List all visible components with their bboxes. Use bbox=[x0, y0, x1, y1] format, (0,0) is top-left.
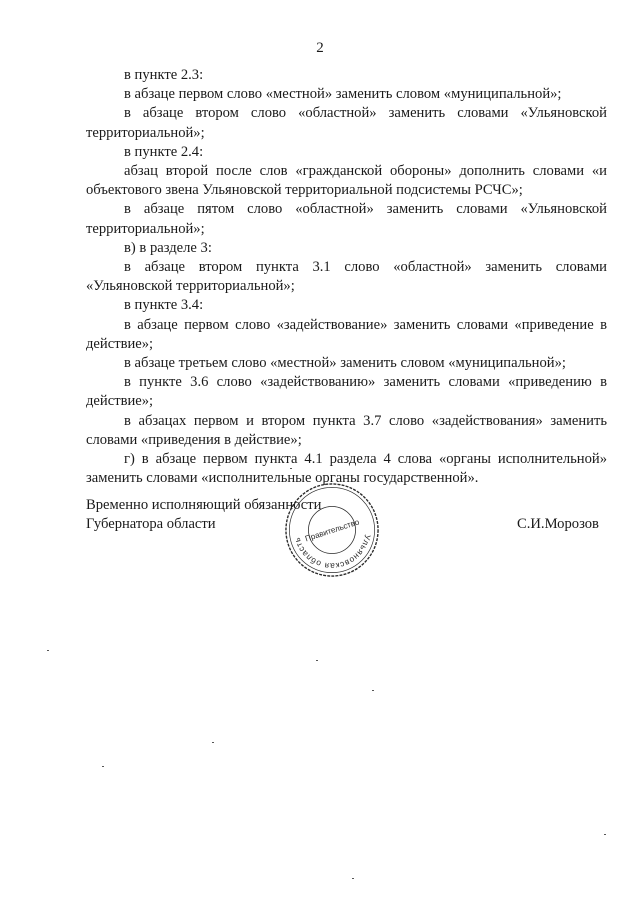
paragraph: в абзаце пятом слово «областной» заменить словами «Ульяновской территориальной»; bbox=[86, 201, 607, 237]
page-number: 2 bbox=[316, 40, 324, 56]
scan-speck bbox=[604, 834, 606, 835]
official-seal bbox=[283, 481, 381, 579]
signatory-name: С.И.Морозов bbox=[517, 516, 599, 532]
paragraph: в абзаце втором пункта 3.1 слово «областной» заменить словами «Ульяновской территориальной»; bbox=[86, 259, 607, 295]
scan-speck bbox=[47, 650, 49, 651]
paragraph: в) в разделе 3: bbox=[124, 239, 212, 256]
signatory-title-line2: Губернатора области bbox=[86, 516, 216, 533]
scan-speck bbox=[102, 766, 104, 767]
seal-center-text: Правительство bbox=[303, 517, 361, 544]
seal-outer-text: Ульяновская область bbox=[291, 533, 373, 572]
scan-speck bbox=[352, 878, 354, 879]
signatory-title-line1: Временно исполняющий обязанности bbox=[86, 497, 322, 513]
paragraph: в пункте 2.4: bbox=[124, 143, 204, 160]
paragraph: в пункте 3.6 слово «задействованию» заменить словами «приведению в действие»; bbox=[86, 374, 607, 410]
paragraph: в абзаце первом слово «местной» заменить словом «муниципальной»; bbox=[124, 86, 562, 103]
paragraph: в абзацах первом и втором пункта 3.7 слово «задействования» заменить словами «приведения в действие»; bbox=[86, 412, 607, 448]
paragraph: абзац второй после слов «гражданской обороны» дополнить словами «и объектового звена Ульяновской территориальной подсистемы РСЧС»; bbox=[86, 163, 607, 199]
paragraph: г) в абзаце первом пункта 4.1 раздела 4 слова «органы исполнительной» заменить словами «исполнительные органы государственной». bbox=[86, 451, 607, 487]
paragraph: в пункте 3.4: bbox=[124, 297, 204, 314]
paragraph: в абзаце втором слово «областной» заменить словами «Ульяновской территориальной»; bbox=[86, 105, 607, 141]
scan-speck bbox=[372, 690, 374, 691]
scan-speck bbox=[316, 660, 318, 661]
paragraph: в пункте 2.3: bbox=[124, 67, 204, 83]
scan-speck bbox=[290, 468, 292, 469]
paragraph: в абзаце первом слово «задействование» заменить словами «приведение в действие»; bbox=[86, 316, 607, 352]
paragraph: в абзаце третьем слово «местной» заменить словом «муниципальной»; bbox=[124, 355, 566, 372]
amendments-text bbox=[86, 66, 607, 488]
scan-speck bbox=[212, 742, 214, 743]
